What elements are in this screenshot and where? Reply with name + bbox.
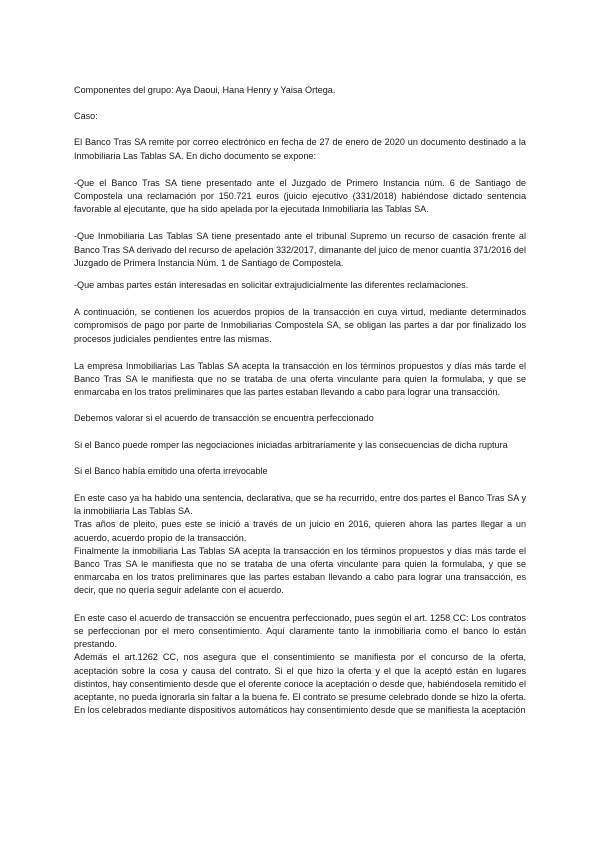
analysis-paragraph: Finalmente la inmobiliaria Las Tablas SA acepta la transacción en los términos propuestos y días más tarde el Banco Tras SA le manifiesta que no se trataba de una oferta vinculante para quien la formulaba, y que se enmarcaba en los tratos preliminares que las partes estaban llevando a cabo para lograr una transacción, es decir, que no quería seguir adelante con el acuerdo. (74, 545, 526, 596)
question-line: Si el Banco puede romper las negociaciones iniciadas arbitrariamente y las consecuencias de dicha ruptura (74, 439, 508, 450)
analysis-paragraph: En este caso ya ha habido una sentencia, declarativa, que se ha recurrido, entre dos partes el Banco Tras SA y la inmobiliaria Las Tablas SA. (74, 493, 526, 517)
analysis-paragraph: Además el art.1262 CC, nos asegura que el consentimiento se manifiesta por el concurso de la oferta, aceptación sobre la cosa y causa del contrato. Si el que hizo la oferta y el que la aceptó están en lugares distintos, hay consentimiento desde que el oferente conoce la aceptación o desde que, habiéndosela remitido el aceptante, no pueda ignorarla sin faltar a la buena fe. El contrato se presume celebrado donde se hizo la oferta. En los celebrados mediante dispositivos automáticos hay consentimiento desde que se manifiesta la aceptación (74, 652, 526, 716)
question-line: Si el Banco había emitido una oferta irrevocable (74, 465, 268, 476)
analysis-section-2 (74, 612, 526, 718)
case-heading: Caso: (74, 111, 98, 122)
claim-paragraph: -Que Inmobiliaria Las Tablas SA tiene presentado ante el tribunal Supremo un recurso de casación frente al Banco Tras SA derivado del recurso de apelación 332/2017, dimanante del juico de menor cuantía 371/2016 del Juzgado de Primera Instancia Núm. 1 de Santiago de Compostela. (74, 231, 526, 268)
analysis-paragraph: Tras años de pleito, pues este se inició a través de un juicio en 2016, quieren ahora las partes llegar a un acuerdo, acuerdo propio de la transacción. (74, 519, 526, 543)
group-members-line: Componentes del grupo: Aya Daoui, Hana Henry y Yaisa Ortega. (74, 85, 336, 95)
claim-paragraph: -Que el Banco Tras SA tiene presentado ante el Juzgado de Primero Instancia núm. 6 de Santiago de Compostela una reclamación por 150.721 euros (juicio ejecutivo (331/2018) habiéndose dictado sentencia favorable al ejecutante, que ha sido apelada por la ejecutada Inmobiliaria las Tablas SA. (74, 177, 526, 215)
continuation-paragraph: A continuación, se contienen los acuerdos propios de la transacción en cuya virtud, mediante determinados compromisos de pago por parte de Inmobiliarias Compostela SA, se obligan las partes a dar por finalizado los procesos judiciales pendientes entre las mismas. (74, 307, 526, 344)
intro-paragraph: El Banco Tras SA remite por correo electrónico en fecha de 27 de enero de 2020 un documento destinado a la Inmobiliaria Las Tablas SA. En dicho documento se expone: (74, 137, 526, 161)
analysis-paragraph: En este caso el acuerdo de transacción se encuentra perfeccionado, pues según el art. 1258 CC: Los contratos se perfeccionan por el mero consentimiento. Aquí claramente tanto la inmobiliaria como el banco lo están prestando. (74, 612, 526, 650)
claim-paragraph: -Que ambas partes están interesadas en solicitar extrajudicialmente las diferentes reclamaciones. (74, 280, 469, 291)
question-line: Debemos valorar si el acuerdo de transacción se encuentra perfeccionado (74, 413, 374, 424)
acceptance-paragraph: La empresa Inmobiliarias Las Tablas SA acepta la transacción en los términos propuestos y días más tarde el Banco Tras SA le manifiesta que no se trataba de una oferta vinculante para quien la formulaba, y que se enmarcaba en los tratos preliminares que las partes estaban llevando a cabo para lograr una transacción. (74, 360, 526, 398)
analysis-section-1 (74, 492, 526, 598)
